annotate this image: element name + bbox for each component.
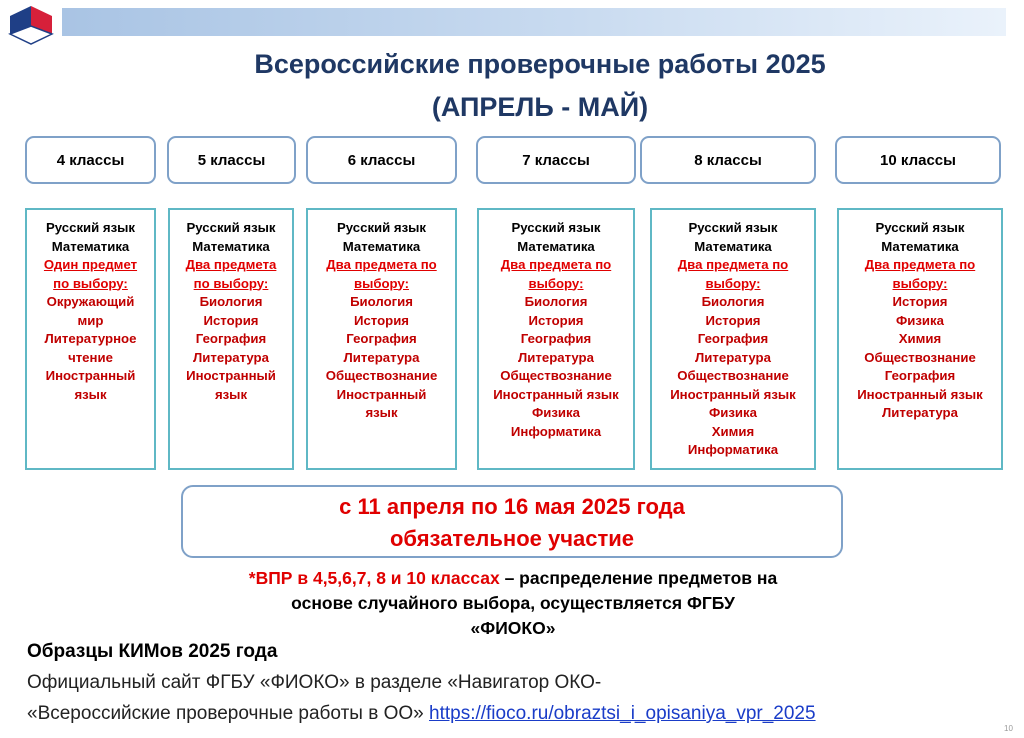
elective-subject: Обществознание	[864, 349, 976, 365]
elective-subject: Литература	[882, 405, 958, 420]
grade-box-4: 4 классы	[25, 136, 156, 184]
elective-subject: История	[705, 312, 761, 328]
dates-box	[181, 485, 843, 558]
samples-link[interactable]: https://fioco.ru/obraztsi_i_opisaniya_vpr_2025	[429, 703, 816, 724]
elective-subject: язык	[74, 386, 107, 402]
samples-link-line	[27, 703, 816, 725]
required-subject: Русский язык	[875, 220, 965, 235]
note-text-3: «ФИОКО»	[470, 618, 556, 638]
required-subject: Математика	[51, 238, 130, 254]
elective-subject: Литература	[193, 349, 269, 365]
choice-label: выбору:	[528, 275, 584, 291]
choice-label: по выбору:	[193, 275, 269, 291]
choice-label: выбору:	[892, 275, 948, 291]
required-subject: Математика	[517, 238, 595, 254]
note-text-1: – распределение предметов на	[499, 568, 778, 588]
subjects-box-10	[837, 208, 1003, 470]
elective-subject: чтение	[68, 349, 113, 365]
required-subject: Русский язык	[186, 220, 276, 235]
choice-label: Два предмета	[185, 257, 277, 272]
subjects-box-8	[650, 208, 816, 470]
choice-label: Два предмета по	[326, 257, 437, 272]
elective-subject: Химия	[898, 331, 942, 346]
page-number: 10	[1004, 724, 1013, 733]
required-subject: Русский язык	[336, 220, 427, 235]
required-subject: Математика	[694, 238, 772, 254]
elective-subject: География	[195, 331, 267, 346]
samples-heading: Образцы КИМов 2025 года	[27, 641, 278, 662]
logo-icon	[6, 4, 56, 46]
elective-subject: язык	[214, 386, 248, 402]
subjects-box-4	[25, 208, 156, 470]
elective-subject: Обществознание	[677, 368, 789, 383]
elective-subject: Биология	[199, 294, 263, 309]
samples-description: Официальный сайт ФГБУ «ФИОКО» в разделе «Навигатор ОКО-	[27, 672, 602, 693]
choice-label: по выбору:	[53, 275, 128, 291]
grade-box-8: 8 классы	[640, 136, 816, 184]
elective-subject: Обществознание	[325, 368, 438, 383]
elective-subject: Физика	[709, 405, 757, 420]
elective-subject: Иностранный	[336, 386, 427, 402]
choice-label: Два предмета по	[864, 257, 976, 272]
grade-box-7: 7 классы	[476, 136, 636, 184]
elective-subject: Иностранный	[45, 368, 136, 383]
grade-box-6: 6 классы	[306, 136, 457, 184]
elective-subject: Физика	[896, 312, 944, 328]
elective-subject: Литература	[695, 349, 771, 365]
elective-subject: География	[346, 331, 417, 346]
required-subject: Русский язык	[45, 220, 136, 235]
note-text-2: основе случайного выбора, осуществляется ФГБУ	[291, 593, 735, 613]
elective-subject: Информатика	[510, 423, 602, 439]
elective-subject: История	[528, 312, 584, 328]
elective-subject: Информатика	[687, 442, 779, 457]
elective-subject: Иностранный язык	[493, 386, 619, 402]
elective-subject: Литературное	[44, 331, 137, 346]
elective-subject: История	[353, 312, 409, 328]
elective-subject: Литература	[518, 349, 594, 365]
elective-subject: География	[697, 331, 769, 346]
choice-label: выбору:	[353, 275, 409, 291]
elective-subject: Биология	[524, 294, 588, 309]
dates-period: с 11 апреля по 16 мая 2025 года	[339, 494, 685, 519]
page-subtitle: (АПРЕЛЬ - МАЙ)	[431, 92, 649, 122]
elective-subject: Биология	[350, 294, 413, 309]
choice-label: Два предмета по	[500, 257, 612, 272]
elective-subject: История	[203, 312, 259, 328]
elective-subject: язык	[365, 405, 398, 420]
elective-subject: Иностранный	[186, 368, 276, 383]
note-grades: *ВПР в 4,5,6,7, 8 и 10 классах	[248, 568, 500, 588]
samples-section-name: «Всероссийские проверочные работы в ОО»	[27, 703, 429, 724]
grade-box-10: 10 классы	[835, 136, 1001, 184]
grade-box-5: 5 классы	[167, 136, 296, 184]
elective-subject: География	[520, 331, 592, 346]
required-subject: Русский язык	[511, 220, 601, 235]
elective-subject: Химия	[711, 423, 755, 439]
elective-subject: Иностранный язык	[670, 386, 796, 402]
page-title: Всероссийские проверочные работы 2025	[254, 49, 826, 79]
elective-subject: География	[884, 368, 956, 383]
required-subject: Математика	[881, 238, 959, 254]
elective-subject: Обществознание	[500, 368, 612, 383]
header-bar	[62, 8, 1006, 36]
elective-subject: Биология	[701, 294, 765, 309]
subjects-box-7	[477, 208, 635, 470]
choice-label: Один предмет	[43, 257, 138, 272]
elective-subject: Литература	[343, 349, 420, 365]
choice-label: выбору:	[705, 275, 761, 291]
required-subject: Математика	[192, 238, 270, 254]
choice-label: Два предмета по	[677, 257, 789, 272]
elective-subject: Окружающий	[46, 294, 135, 309]
dates-participation: обязательное участие	[389, 526, 635, 551]
elective-subject: История	[892, 294, 948, 309]
subjects-box-5	[168, 208, 294, 470]
elective-subject: Иностранный язык	[857, 386, 983, 402]
elective-subject: Физика	[532, 405, 580, 420]
required-subject: Математика	[342, 238, 421, 254]
distribution-note	[180, 566, 846, 641]
required-subject: Русский язык	[688, 220, 778, 235]
subjects-box-6	[306, 208, 457, 470]
elective-subject: мир	[77, 312, 104, 328]
